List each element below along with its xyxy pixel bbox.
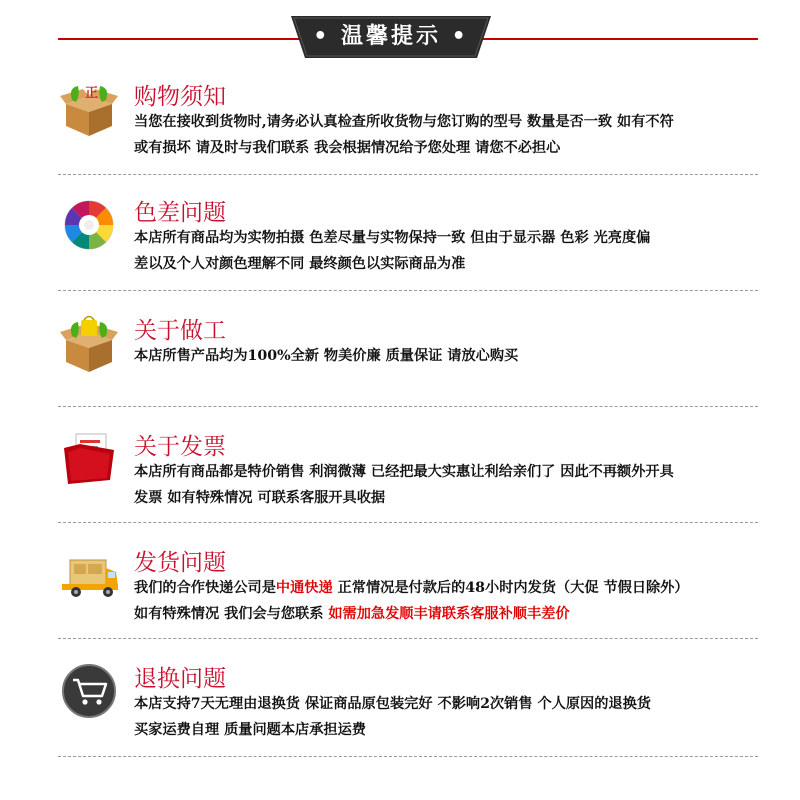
body-line — [134, 575, 758, 601]
svg-text:正: 正 — [85, 86, 99, 101]
section-divider — [58, 522, 758, 523]
shopping-cart-icon — [58, 660, 120, 722]
section-title: 购物须知 — [134, 84, 226, 110]
body-text: 正常情况是付款后的48小时内发货（大促 节假日除外） — [332, 580, 689, 596]
section-title: 关于发票 — [134, 434, 226, 460]
body-line: 买家运费自理 质量问题本店承担运费 — [134, 722, 366, 738]
body-line: 本店所售产品均为100%全新 物美价廉 质量保证 请放心购买 — [134, 348, 519, 364]
section-divider — [58, 174, 758, 175]
delivery-truck-icon — [58, 544, 120, 606]
section-divider — [58, 290, 758, 291]
body-line: 本店所有商品均为实物拍摄 色差尽量与实物保持一致 但由于显示器 色彩 光亮度偏 — [134, 230, 651, 246]
body-line: 或有损坏 请及时与我们联系 我会根据情况给予您处理 请您不必担心 — [134, 140, 561, 156]
section-body — [134, 343, 758, 369]
courier-highlight: 中通快递 — [275, 580, 333, 596]
section-divider — [58, 406, 758, 407]
section-title: 色差问题 — [134, 200, 226, 226]
body-text: 我们的合作快递公司是 — [134, 580, 276, 596]
section-body — [134, 691, 758, 743]
express-highlight: 如需加急发顺丰请联系客服补顺丰差价 — [328, 606, 570, 622]
body-line: 当您在接收到货物时,请务必认真检查所收货物与您订购的型号 数量是否一致 如有不符 — [134, 114, 674, 130]
body-line: 本店所有商品都是特价销售 利润微薄 已经把最大实惠让利给亲们了 因此不再额外开具 — [134, 464, 674, 480]
body-line — [134, 601, 758, 627]
section-divider — [58, 638, 758, 639]
section-body — [134, 459, 758, 511]
invoice-folder-icon — [58, 428, 120, 490]
section-divider — [58, 756, 758, 757]
section-title: 退换问题 — [134, 666, 226, 692]
section-body — [134, 225, 758, 277]
body-line: 发票 如有特殊情况 可联系客服开具收据 — [134, 490, 386, 506]
body-text: 如有特殊情况 我们会与您联系 — [134, 606, 329, 622]
page-title: • 温馨提示 • — [313, 24, 469, 49]
box-zheng-icon — [58, 78, 120, 140]
section-title: 关于做工 — [134, 318, 226, 344]
body-line: 差以及个人对颜色理解不同 最终颜色以实际商品为准 — [134, 256, 466, 272]
section-title: 发货问题 — [134, 550, 226, 576]
section-body — [134, 109, 758, 161]
box-bag-icon — [58, 312, 120, 374]
body-line: 本店支持7天无理由退换货 保证商品原包装完好 不影响2次销售 个人原因的退换货 — [134, 696, 651, 712]
header-banner — [291, 16, 491, 58]
color-wheel-icon — [58, 194, 120, 256]
section-body — [134, 575, 758, 627]
